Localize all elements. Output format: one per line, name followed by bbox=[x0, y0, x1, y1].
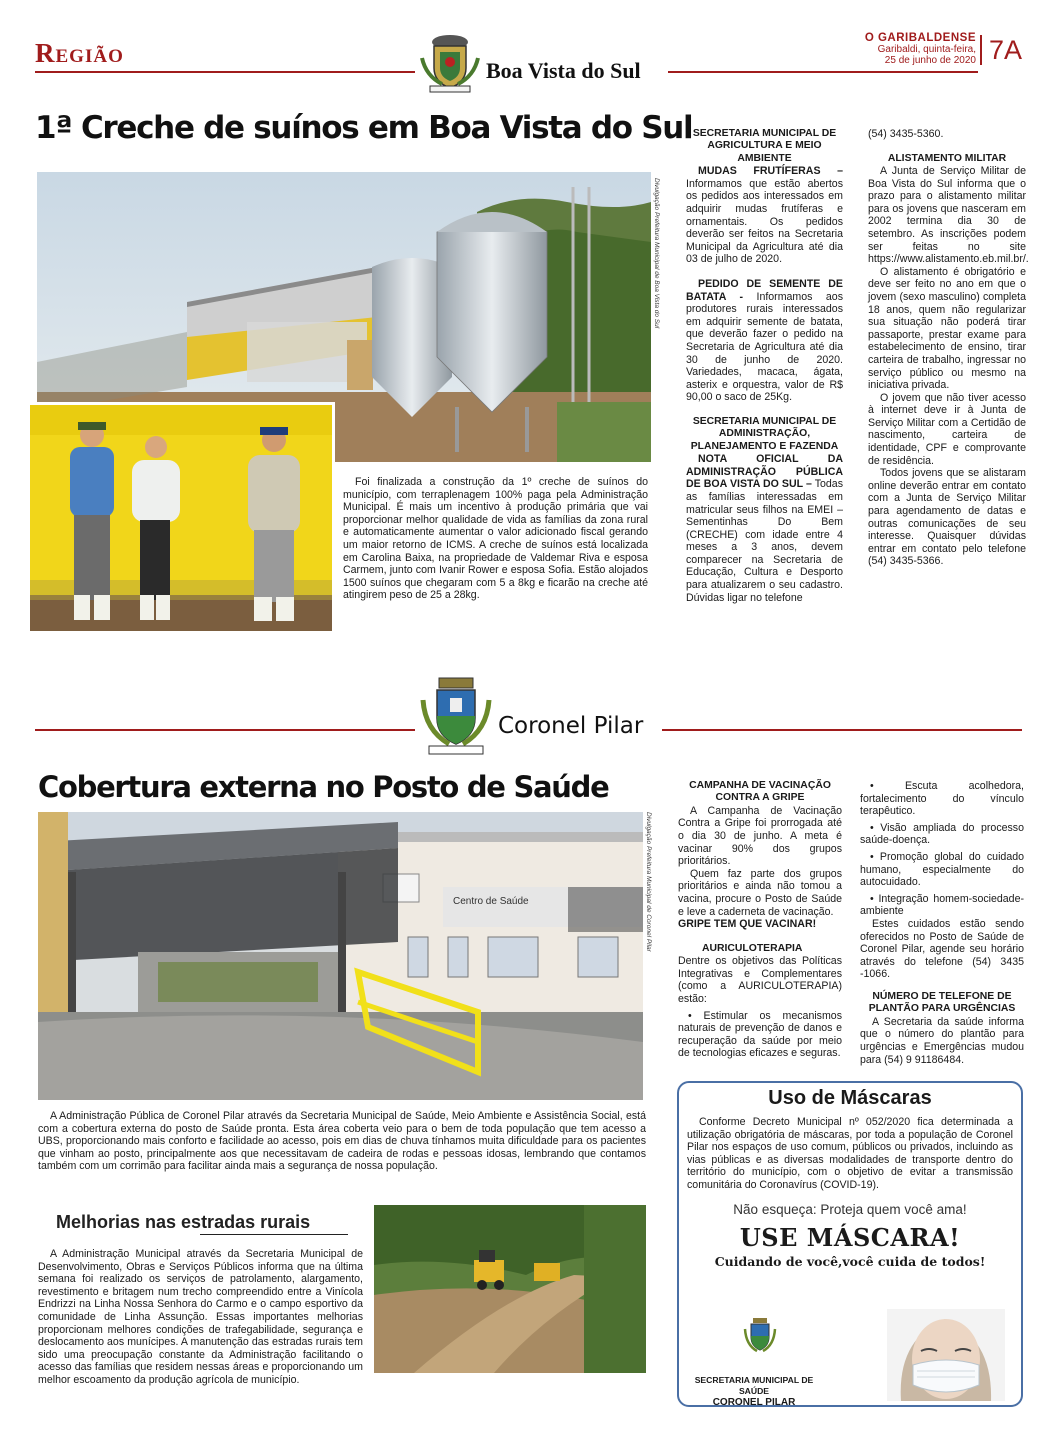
coronel-pilar-crest-icon bbox=[417, 676, 495, 760]
nota-phone: (54) 3435-5360. bbox=[868, 128, 944, 140]
vac-cta: GRIPE TEM QUE VACINAR! bbox=[678, 918, 817, 931]
auri-p: Dentre os objetivos das Políticas Integrativas e Complementares (como a AURICULOTERAPIA) estão: bbox=[678, 955, 842, 1005]
cp-rule-left bbox=[35, 729, 415, 731]
cp-municipality: Coronel Pilar bbox=[498, 713, 644, 739]
vac-p1: A Campanha de Vacinação Contra a Gripe foi prorrogada até o dia 30 de junho. A meta é vacinar 90% dos grupos prioritários. bbox=[678, 804, 842, 868]
bvs-column-2 bbox=[868, 128, 1029, 568]
bvs-column-1 bbox=[686, 128, 843, 604]
nota-title: NOTA OFICIAL DA ADMINISTRAÇÃO PÚBLICA DE BOA VISTA DO SUL – bbox=[686, 453, 843, 491]
mask-notice-box bbox=[677, 1081, 1023, 1407]
section-title: Região bbox=[35, 38, 124, 68]
auri-bullet-3: • Visão ampliada do processo saúde-doença. bbox=[860, 821, 1024, 847]
alistamento-p3: O jovem que não tiver acesso à internet deve ir à Junta de Serviço Militar com a Certidão de nascimento, carteira de identidade, CPF e comprovante de residência. bbox=[868, 391, 1026, 467]
boa-vista-municipality: Boa Vista do Sul bbox=[486, 58, 641, 83]
health-dept-crest-icon bbox=[743, 1317, 777, 1355]
publication-date: 25 de junho de 2020 bbox=[884, 55, 976, 66]
roads-body bbox=[38, 1248, 363, 1387]
auri-bullet-5: • Integração homem-sociedade-ambiente bbox=[860, 892, 1024, 918]
nota-text: Todas as famílias interessadas em matricular seus filhos na EMEI – Sementinhas Do Bem (CRECHE) com idade entre 4 meses a 3 anos, devem comparecer na Secretaria de Educação, Cultura e Desporto para atualizarem o seu cadastro. Dúvidas ligar no telefone bbox=[686, 478, 843, 604]
mask-body: Conforme Decreto Municipal nº 052/2020 fica determinada a utilização obrigatória de máscaras, por toda a população de Coronel Pilar nos espaços de uso comum, públicos ou privados, incluindo as vias públicas e as diversas modalidades de transporte dentro do território do município, com o objetivo de evitar a transmissão comunitária do Coronavírus (COVID-19). bbox=[687, 1116, 1013, 1191]
dateline: Garibaldi, quinta-feira, bbox=[877, 44, 976, 55]
bvs-headline: 1ª Creche de suínos em Boa Vista do Sul bbox=[35, 110, 693, 146]
cp-body-paragraph: A Administração Pública de Coronel Pilar através da Secretaria Municipal de Saúde, Meio Ambiente e Assistência Social, está com a cobertura externa do posto de Saúde pronta. Esta área coberta veio para o bem de toda população que tem acesso a UBS, proporcionando mais conforto e facilidade ao acesso, pois em dias de chuva tínhamos muita dificuldade para os pacientes que vinham ao posto, principalmente aos que necessitavam de cadeira de rodas e pessoas idosas, lembrando que contamos também com um corrimão para facilitar ainda mais a segurança de nossa população. bbox=[38, 1110, 646, 1173]
auri-schedule: Estes cuidados estão sendo oferecidos no Posto de Saúde de Coronel Pilar, agende seu horário através do telefone (54) 3435 -1066. bbox=[860, 917, 1024, 981]
bvs-dept-admin: SECRETARIA MUNICIPAL DE ADMINISTRAÇÃO, PLANEJAMENTO E FAZENDA bbox=[690, 415, 839, 452]
cp-column-1 bbox=[678, 780, 842, 1060]
auri-title: AURICULOTERAPIA bbox=[702, 942, 803, 954]
health-post-photo bbox=[38, 812, 643, 1100]
farmers-photo bbox=[27, 402, 335, 634]
plantao-text: A Secretaria da saúde informa que o número do plantão para urgências e Emergências mudou para (54) 9 91186484. bbox=[860, 1015, 1024, 1066]
road-works-photo bbox=[374, 1205, 646, 1373]
mask-signature bbox=[679, 1375, 829, 1408]
batata-text: Informamos aos produtores rurais interessados em adquirir semente de batata, que deverão fazer o pedido na Secretaria de Agricultura até dia 30 de junho de 2020. Variedades, macaca, ágata, asterix e orquestra, valor de R$ 90,00 o saco de 25Kg. bbox=[686, 290, 843, 404]
mask-tagline: Não esqueça: Proteja quem você ama! bbox=[733, 1201, 967, 1217]
page-number: 7A bbox=[980, 35, 1022, 65]
roads-title: Melhorias nas estradas rurais bbox=[56, 1212, 311, 1232]
auri-bullet-2: • Escuta acolhedora, fortalecimento do vínculo terapêutico. bbox=[860, 780, 1024, 818]
bvs-body-paragraph: Foi finalizada a construção da 1º creche de suínos do município, com terraplenagem 100% paga pela Administração Municipal. É mais um incentivo à produção primária que vai proporcionar melhor qualidade de vida as famílias da zona rural e automaticamente aumentar o valor adicionado fiscal gerando um maior retorno de ICMS. A creche de suínos está localizada em Carolina Baixa, na propriedade de Valdemar Riva e esposa Carmem, junto com Ivanir Rower e esposa Sofia. Estão alojados 1500 suínos que chegaram com 5 a 8kg e ficarão na creche até atingirem peso de 25 a 28kg. bbox=[343, 476, 648, 602]
alistamento-p1: A Junta de Serviço Militar de Boa Vista do Sul informa que o prazo para o alistamento militar para os jovens que nasceram em 2002 termina dia 30 de setembro. As inscrições podem ser feitas no site https://www.alistamento.eb.mil.br/. bbox=[868, 165, 1029, 266]
building-sign: Centro de Saúde bbox=[453, 896, 529, 907]
cp-headline: Cobertura externa no Posto de Saúde bbox=[38, 770, 609, 804]
roads-paragraph: A Administração Municipal através da Secretaria Municipal de Desenvolvimento, Obras e Serviços Públicos informa que na última semana foi realizado os serviços de patrolamento, alargamento, revestimento e britagem num trecho compreendido entre a Vinícola Endrizzi na Linha Nossa Senhora do Carmo e o campo esportivo da comunidade de Linha Assunção. Essas importantes melhorias proporcionam melhores condições de trafegabilidade, segurança e deslocamento aos munícipes. A manutenção das estradas rurais tem sido uma preocupação constante da Administração facilitando o acesso das famílias que residem nessas áreas e proporcionando um melhor escoamento da produção agrícola de município. bbox=[38, 1248, 363, 1386]
bvs-dept-agriculture: SECRETARIA MUNICIPAL DE AGRICULTURA E MEIO AMBIENTE bbox=[692, 128, 837, 164]
alistamento-p4: Todos jovens que se alistaram online deverão entrar em contato com a Junta de Serviço Militar para agendamento de datas e outras comunicações de seu interesse. Quaisquer dúvidas entrar em contato pelo telefone (54) 3435-5366. bbox=[868, 467, 1026, 568]
header-rule-left bbox=[35, 71, 415, 73]
mask-sign-1: SECRETARIA MUNICIPAL DE SAÚDE bbox=[694, 1375, 814, 1396]
vac-p2: Quem faz parte dos grupos prioritários e ainda não tomou a vacina, procure o Posto de Saúde e leve a caderneta de vacinação. bbox=[678, 867, 842, 918]
auri-bullet-4: • Promoção global do cuidado humano, especialmente do autocuidado. bbox=[860, 850, 1024, 889]
alistamento-p2: O alistamento é obrigatório e deve ser feito no ano em que o jovem (sexo masculino) completa 18 anos, quem não regularizar sua situação não poderá tirar passaporte, prestar exame para estabelecimento de ensino, tirar carteira de trabalho, ingressar no serviço público ou mesmo na iniciativa privada. bbox=[868, 265, 1026, 392]
mudas-title: MUDAS FRUTÍFERAS – bbox=[698, 165, 843, 178]
auri-bullet-1: • Estimular os mecanismos naturais de prevenção de danos e recuperação da saúde por meio de tecnologias eficazes e seguras. bbox=[678, 1009, 842, 1060]
publication-info bbox=[865, 33, 976, 66]
mask-sign-2: CORONEL PILAR bbox=[712, 1397, 796, 1408]
vac-title: CAMPANHA DE VACINAÇÃO CONTRA A GRIPE bbox=[689, 780, 831, 804]
batata-title: PEDIDO DE SEMENTE DE BATATA - bbox=[686, 277, 843, 303]
bvs-body bbox=[343, 476, 648, 602]
alistamento-title: ALISTAMENTO MILITAR bbox=[887, 152, 1007, 164]
mudas-text: Informamos que estão abertos os pedidos aos interessados em adquirir mudas frutíferas e ornamentais. Os pedidos deverão ser feitos na Secretaria Municipal da Agricultura até dia 03 de julho de 2020. bbox=[686, 177, 843, 266]
plantao-title: NÚMERO DE TELEFONE DE PLANTÃO PARA URGÊNCIAS bbox=[868, 990, 1016, 1015]
mask-cta-sub: Cuidando de você,você cuida de todos! bbox=[714, 1253, 986, 1269]
boa-vista-crest-icon bbox=[416, 32, 484, 94]
mask-title: Uso de Máscaras bbox=[768, 1087, 932, 1109]
woman-mask-photo bbox=[887, 1309, 1005, 1401]
mask-cta: USE MÁSCARA! bbox=[739, 1222, 961, 1252]
cp-rule-right bbox=[662, 729, 1022, 731]
cp-column-2 bbox=[860, 780, 1024, 1066]
bvs-photo-credit: Divulgação Prefeitura Municipal de Boa Vista do Sul bbox=[653, 178, 660, 329]
publication-name: O GARIBALDENSE bbox=[864, 32, 976, 44]
header-rule-right bbox=[668, 71, 978, 73]
roads-title-underline bbox=[200, 1234, 348, 1235]
cp-body bbox=[38, 1110, 646, 1173]
cp-photo-credit: Divulgação Prefeitura Municipal de Coronel Pilar bbox=[645, 812, 652, 952]
